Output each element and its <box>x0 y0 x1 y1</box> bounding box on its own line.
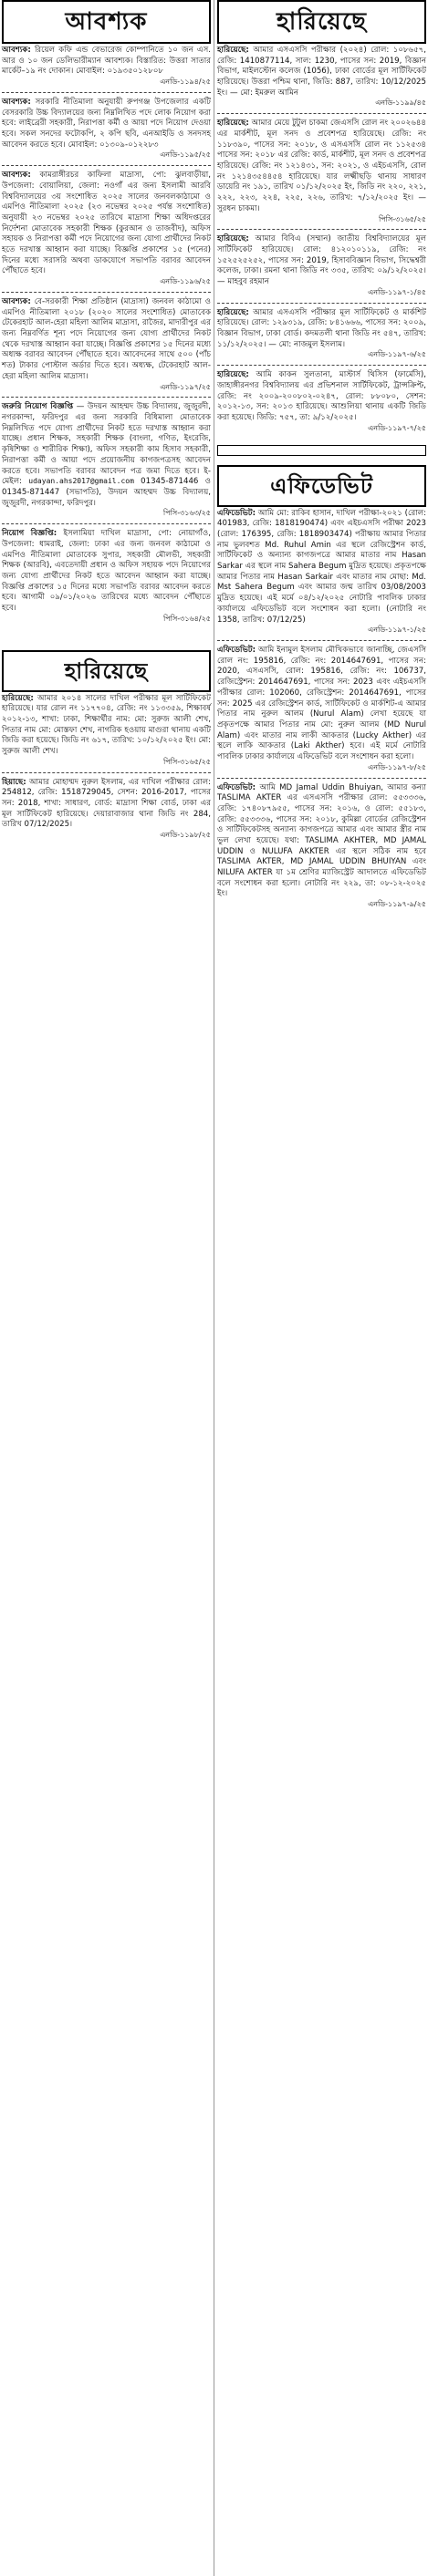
ad-text: আমি মো: রাকিব হাসান, দাখিল পরীক্ষা-২০২১ (রোল: 401983, রেজি: 1818190474) এবং এইচএসসি পরীক্ষা 2023 (রোল: 176395, রেজি: 1818903474) পরীক্ষায় আমার পিতার নাম ভুলবশত Md. Ruhul Amin এর স্থলে রেজিস্ট্রেশন কার্ড, সার্টিফিকেট ও অন্যান্য কাগজপত্রে আমার মাতার নাম Hasan Sarkar এর স্থলে নাম Sahera Begum মুদ্রিত হয়েছে। প্রকৃতপক্ষে আমার পিতার নাম Hasan Sarkair এবং মাতার নাম মোছা: Md. Mst Sahera Begum এবং আমার জন্ম তারিখ 03/08/2003 মুদ্রিত হয়েছে। এই মর্মে ০৪/১২/২০২৫ নোটারি পাবলিক ঢাকার কার্যালয়ে এফিডেভিট বলে সংশোধন করা হলো। (নোটারি নং 1358, তারিখ: 07/12/25) <box>217 508 426 625</box>
ad-text: বে-সরকারী শিক্ষা প্রতিষ্ঠান (মাদ্রাসা) জনবল কাঠামো ও এমপিও নীতিমালা ২০১৮ (২০২০ সালের সংশোধিত) মোতাবেক টেকেরহাট আল-হেরা মহিলা আলিম মাদ্রাসা, রাজৈর, মাদারীপুর এর জন্য নিম্নবর্ণিত শূন্য পদে নিয়োগের জন্য যোগ্য প্রার্থীদের নিকট থেকে দরখাস্ত আহ্বান করা যাচ্ছে। বিজ্ঞপ্তি প্রকাশের ১৫ দিনের মধ্যে অধ্যক্ষ বরাবর আবেদন পৌঁছাতে হবে। আবেদনের সাথে ৫০০ (পাঁচ শত) টাকার পোস্টাল অর্ডার দিতে হবে। অধ্যক্ষ, টেকেরহাট আল-হেরা মহিলা আলিম মাদ্রাসা। <box>2 297 211 381</box>
ad-separator <box>2 292 211 293</box>
ad-keyword: এফিডেভিট: <box>217 782 256 792</box>
ad-text: আমি ইনামুল ইসলাম মৌখিকভাবে জানাচ্ছি, জেএসসি রোল নং: 195816, রেজি: নং: 2014647691, পাসের সন: 2020, এসএসসি, রোল: 195816, রেজি: নং: 106737, রেজিস্ট্রেশন: 2014647691, পাসের সন: 2023 এবং এইচএসসি পরীক্ষার রোল: 102060, রেজিস্ট্রেশন: 2014647691, পাসের সন: 2025 এর রেজিস্ট্রেশন কার্ড, সার্টিফিকেট ও মার্কশিট-এ আমার পিতার নাম নুরুল আলম (Nurul Alam) লেখা হয়েছে যা প্রকৃতপক্ষে আমার পিতার নাম মো: নুরুল আলম (MD Nurul Alam) এবং মাতার নাম লাকী আকতার (Lucky Akther) এর স্থলে লাকি আকতার (Laki Akther) হবে। এই মর্মে নোটারি পাবলিক ঢাকার কার্যালয়ে এফিডেভিট বলে সংশোধন করা হলো। <box>217 646 426 761</box>
ad-code: পিসি-৩১৬৫/২৫ <box>162 757 211 766</box>
ad-separator <box>217 365 426 366</box>
classified-ad <box>217 306 426 351</box>
classified-ad <box>217 644 426 763</box>
ad-keyword: এফিডেভিট: <box>217 646 256 656</box>
ad-code: পিসি-৩১৬৫/২৫ <box>378 214 426 223</box>
ad-keyword: হিয়াছে: <box>2 777 26 787</box>
classified-ad <box>2 96 211 150</box>
ad-code: এনডি-১১৯৫/২৫ <box>160 150 211 160</box>
ad-code: পিসি-৩১৬৩/২৫ <box>162 509 211 518</box>
ad-text: আমার এসএসসি পরীক্ষার (২০২৪) রোল: ১০৮৬৫৭, রেজি: 1410877114, সাল: 1230, পাসের সন: 2019, বিজ্ঞান বিভাগ, মাইলস্টোন কলেজ (1056), ঢাকা বোর্ডের মূল সার্টিফিকেট হারিয়েছে। উত্তরা পশ্চিম থানা, জিডি: 887, তারিখ: 10/12/2025 ইং। — মো: ইমরুল আমিন <box>217 46 426 98</box>
ad-text: আমার মোহাম্মদ নুরুল ইসলাম, এর দাখিল পরীক্ষার রোল: 254812, রেজি: 1518729045, সেশন: 2016-2017, পাসের সন: 2018, শাখা: সাধারণ, বোর্ড: মাদ্রাসা শিক্ষা বোর্ড, ঢাকা এর মূল সার্টিফিকেট হারিয়েছে। দেয়ারাবাজার থানা জিডি নং 284, তারিখ 07/12/2025। <box>2 777 211 830</box>
ad-separator <box>2 772 211 773</box>
ad-separator <box>217 113 426 114</box>
ads-affidavit-list <box>217 507 426 912</box>
ad-keyword: এফিডেভিট: <box>217 508 256 518</box>
ad-email: udayan.ahs2017@gmail.com <box>28 477 134 486</box>
spacer <box>217 456 426 465</box>
ad-text: ইসলামিয়া দাখিল মাদ্রাসা, পো: নোয়াগাঁও, উপজেলা: ধামরাই, জেলা: ঢাকা এর জন্য জনবল কাঠামো ও এমপিও নীতিমালা মোতাবেক সুপার, সহকারী মৌলভী, সহকারী শিক্ষক (আরবি), এবতেদায়ী প্রধান ও অফিস সহায়ক পদে নিয়োগের জন্য যোগ্য প্রার্থীদের নিকট হতে আবেদন আহ্বান করা যাচ্ছে। বিজ্ঞপ্তি প্রকাশের ১৫ দিনের মধ্যে সভাপতি বরাবর আবেদন করতে হবে। আগামী ০৯/০১/২০২৬ তারিখের মধ্যে আবেদন পৌঁছাতে হবে। <box>2 529 211 613</box>
spacer <box>217 436 426 445</box>
ad-separator <box>217 303 426 304</box>
classified-ad <box>2 527 211 615</box>
ad-separator <box>2 165 211 166</box>
classified-ad <box>217 368 426 423</box>
ad-text: আমি কাকন সুলতানা, মাস্টার্স থিসিস (ফার্মেসি), জাহাঙ্গীরনগর বিশ্ববিদ্যালয় এর প্রভিশনাল সার্টিফিকেট, ট্রান্সক্রিপ্ট, রেজি: নং ২০০৯-২০০৮০২-০২৪৭, রোল: ৮৮০৮০, সেশন: ২০১২-১৩, সন: ২০১৩ হারিয়েছে। আশুলিয়া থানায় একটি জিডি করা হয়েছে। জিডি: ৭৫৭, তা: ৯/১২/২০২৫। <box>217 370 426 423</box>
left-column <box>2 0 211 843</box>
ad-separator <box>217 778 426 779</box>
ad-separator <box>217 640 426 641</box>
ad-keyword: আবশ্যক: <box>2 297 31 306</box>
classified-ad <box>2 295 211 383</box>
classified-ad <box>2 776 211 831</box>
ad-keyword: জরুরি নিয়োগ বিজ্ঞপ্তি <box>2 402 74 412</box>
classified-ad <box>217 233 426 287</box>
ad-keyword: আবশ্যক: <box>2 97 31 107</box>
classified-ad <box>2 400 211 509</box>
ad-separator <box>2 397 211 398</box>
classified-ad <box>217 117 426 214</box>
ad-separator <box>2 523 211 524</box>
ad-code: এনডি-১১৯৬/২৫ <box>160 277 211 286</box>
ad-code: এনডি-১১৯৭-৯/২৫ <box>368 900 426 909</box>
classified-ad <box>217 507 426 626</box>
ad-text: সরকারি নীতিমালা অনুযায়ী রুপগঞ্জ উপজেলার একটি বেসরকারি উচ্চ বিদ্যালয়ের জন্য নিম্নলিখিত পদে লোক নিয়োগ করা হবে: লাইব্রেরী সহকারী, নিরাপত্তা কর্মী ও আয়া পদে নিয়োগ দেওয়া হবে। সকল সনদের ফটোকপি, ২ কপি ছবি, এনআইডি ও সনদসহ আবেদন করতে হবে। মোবাইল: ০১৩০৯-০১২২৮৩ <box>2 97 211 150</box>
ad-separator <box>2 92 211 93</box>
spacer <box>2 626 211 650</box>
ad-keyword: হারিয়েছে: <box>217 307 249 317</box>
classified-ad <box>2 169 211 277</box>
ad-text: আমার এসএসসি পরীক্ষার মূল সার্টিফিকেট ও মার্কশিট হারিয়েছে। রোল: ১২৯৩১৯, রেজি: ৮৪১৬৬৬, পাসের সন: ২০০৯, বিজ্ঞান বিভাগ, ঢাকা বোর্ড। কদমতলী থানা জিডি নং ৫৪৭, তারিখ: ১১/১২/২০২৫। — মো: নাজমুল ইসলাম। <box>217 307 426 349</box>
ad-code: পিসি-৩১৬৪/২৫ <box>162 614 211 623</box>
ad-code: এনডি-১১৯৭/২৫ <box>160 382 211 391</box>
section-banner-lost: হারিয়েছে <box>2 650 211 692</box>
ad-code: এনডি-১১৯৭-৭/২৫ <box>368 423 426 432</box>
ads-lost-list <box>2 692 211 843</box>
ad-code: এনডি-১১৯৭-১/৪৫ <box>368 287 426 296</box>
ad-contact-tail: (সভাপতি), উদয়ন আহম্মদ উচ্চ বিদ্যালয়, জুজুরদী, নগরকান্দা, ফরিদপুর। <box>2 487 212 508</box>
ad-keyword: হারিয়েছে: <box>217 370 249 380</box>
ads-lost-right-list <box>217 44 426 436</box>
ad-text: আমি MD Jamal Uddin Bhuiyan, আমার কন্যা TASLIMA AKTER এর এসএসসি পরীক্ষার রোল: ৫৫৩৩৩৬, রেজি: ১৭৪০৮৭৯৫৫, পাসের সন: ২০১৬, ও রোল: ৫৫১৮৩, রেজি: ৫৫৩৩৩৬, পাসের সন: ২০১৮, কুমিল্লা বোর্ডের রেজিস্ট্রেশন ও সার্টিফিকেটসহ অন্যান্য কাগজপত্রে আমার এবং আমার স্ত্রীর নাম ভুল লেখা হয়েছে। যথা: TASLIMA AKHTER, MD JAMAL UDDIN ও NULUFA AKKTER এর স্থলে সঠিক নাম হবে TASLIMA AKTER, MD JAMAL UDDIN BHUIYAN এবং NILUFA AKTER যা ১ম শ্রেণির ম্যাজিস্ট্রেট আদালতে এফিডেভিট বলে সংশোধন করা হলো। নোটারি নং ২২৯, তা: ০৮-১২-২০২৫ ইং। <box>217 782 426 899</box>
ad-keyword: আবশ্যক: <box>2 171 31 181</box>
ad-keyword: আবশ্যক: <box>2 46 31 55</box>
ad-text: কামরাঙ্গীরচর কাফিলা মাদ্রাসা, পো: ঝুলবাড়ীয়া, উপজেলা: বোয়ালিয়া, জেলা: নওগাঁ এর জন্য ইসলামী আরবি বিশ্ববিদ্যালয়ের ৩য় সংশোধিত ২০২৫ সালের জনবলকাঠামো ও এমপিও নীতিমালা ২০২৫ (২৩ নভেম্বর ২০২৫ পর্যন্ত সংশোধিত) অনুযায়ী ২৩ নভেম্বর ২০২৫ তারিখে মাদ্রাসা শিক্ষা অধিদপ্তরের নির্দেশনা মোতাবেক সহকারী শিক্ষক (কুরআন ও তাজবীদ), অফিস সহায়ক ও নিরাপত্তা কর্মী পদে নিয়োগের জন্য যোগ্য প্রার্থীদের নিকট হতে দরখাস্ত আহ্বান করা যাচ্ছে। বিজ্ঞপ্তি প্রকাশের ১৫ (পনের) দিনের মধ্যে সরাসরি অথবা ডাকযোগে সভাপতি বরাবর আবেদন পৌঁছাতে হবে। <box>2 171 211 276</box>
section-divider-box <box>217 445 426 456</box>
ad-code: এনডি-১১৯৯/৪৫ <box>375 98 426 108</box>
ad-code: এনডি-১১৯৪/২৫ <box>160 78 211 87</box>
ad-code: এনডি-১১৯৭-৬/২৫ <box>368 350 426 359</box>
classified-ad <box>2 692 211 758</box>
ad-code: এনডি-১১৯৭-৮/২৫ <box>368 762 426 771</box>
section-banner-wanted: আবশ্যক <box>2 0 211 44</box>
ad-keyword: নিয়োগ বিজ্ঞপ্তি: <box>2 529 57 539</box>
classified-ad <box>217 44 426 98</box>
ad-text: রিয়েল কফি এন্ড বেভারেজ কোম্পানিতে ১০ জন এস. আর ও ১০ জন ডেলিভারীম্যান আবশ্যক। বিস্তারিত: উত্তরা সাতার মার্কেট–১৯ নং দোকান। মোবাইল: ০১৯৩৫০১২৮০৮ <box>2 46 211 77</box>
ad-code: এনডি-১১৯৭-১/২৫ <box>368 626 426 635</box>
section-banner-affidavit: এফিডেভিট <box>217 465 426 507</box>
ad-keyword: হারিয়েছে: <box>217 46 249 55</box>
right-column <box>217 0 426 912</box>
ad-keyword: হারিয়েছে: <box>217 119 249 129</box>
classified-ad <box>217 781 426 901</box>
section-banner-lost-right: হারিয়েছে <box>217 0 426 44</box>
ad-keyword: হারিয়েছে: <box>2 693 34 703</box>
ad-text: আমার ২০১৪ সালের দাখিল পরীক্ষার মূল সার্টিফিকেট হারিয়েছে। যার রোল নং ১১৭৭০৪, রেজি: নং ১১৩৩৫৯, শিক্ষাবর্ষ ২০১২-১৩, শাখা: ঢাকা, শিক্ষার্থীর নাম: মো: সুরুজ আলী শেখ, পিতার নাম মো: মোস্তফা শেখ, নাগরিক হওয়ায় মাগুরা থানায় একটি জিডি করা হয়েছে। জিডি নং ৬১৭, তারিখ: ১০/১২/২০২৫ ইং। মো: সুরুজ আলী শেখ। <box>2 693 211 756</box>
ad-code: এনডি-১১৯৮/২৫ <box>160 830 211 839</box>
ad-separator <box>217 229 426 230</box>
ad-text: আমার মেয়ে টুটুল চাকমা জেএসসি রোল নং ২০০২৬৪৪ এর মার্কশীট, মূল সনদ ও প্রবেশপত্র হারিয়েছে। রেজি: নং ১১৮৩৯০, পাসের সন: ২০১৮, ও এসএসসি রোল নং ১১২৫৩৪ পাসের সন: ২০১৮ এর রেজি: কার্ড, মার্কশীট, মূল সনদ ও প্রবেশপত্র হারিয়েছে। রেজি: নং ১২১৪৩১, সন: ২০২১, ও এইচএসসি, রোল নং ১২১৪৩৫৪৪৫৪ হারিয়েছে। যার লক্ষ্মীছড়ি থানায় সাধারণ ডায়েরি নং ১৯১, তারিখ ০১/১২/২০২৫ ইং, জিডি নং ২২০, ২২১, ২২২, ২২৩, ২২৪, ২২৫, ২২৬, তারিখ: ৭/১২/২০২৫ ইং। — সুরধন চাকমা। <box>217 119 426 213</box>
ad-keyword: হারিয়েছে: <box>217 234 249 244</box>
ads-wanted-list <box>2 44 211 626</box>
classified-ad <box>2 44 211 78</box>
ad-phone: 01345-871446 ও 01345-871447 <box>2 477 211 497</box>
ad-text: — উদয়ন আহম্মদ উচ্চ বিদ্যালয়, জুজুরদী, নগরকান্দা, ফরিদপুর এর জন্য সরকারি বিধিমালা মোতাবেক নিম্নলিখিত পদে যোগ্য প্রার্থীদের নিকট হতে দরখাস্ত আহ্বান করা যাচ্ছে। প্রধান শিক্ষক, সহকারী শিক্ষক (বাংলা, গণিত, ইংরেজি, কৃষিশিক্ষা ও শারীরিক শিক্ষা), অফিস সহকারী কাম হিসাব সহকারী, নিরাপত্তা কর্মী ও আয়া পদে প্রয়োজনীয় কাগজপত্রসহ আবেদন করতে হবে। সভাপতি বরাবর আবেদন পত্র জমা দিতে হবে। ই-মেইল: <box>2 402 212 487</box>
ad-text: আমার বিবিএ (সম্মান) জাতীয় বিশ্ববিদ্যালয়ের মূল সার্টিফিকেট হারিয়েছে। রোল: ৪১২০১০১১৯, রেজি: নং ১৫২৫২৫২৫২, পাসের সন: 2019, হিসাববিজ্ঞান বিভাগ, সিদ্ধেশ্বরী কলেজ, ঢাকা। রমনা থানা জিডি নং ৩৩৫, তারিখ: ০৯/১২/২০২৫। — মাহবুব রহমান <box>217 234 426 287</box>
